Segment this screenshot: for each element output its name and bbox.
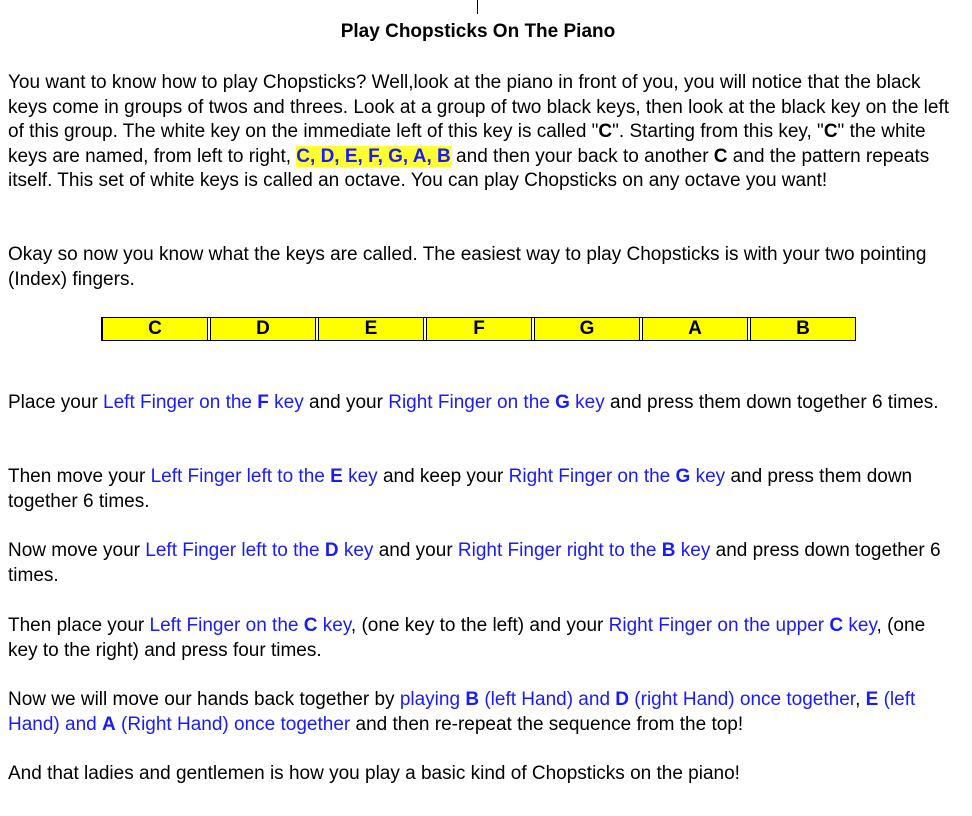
step-1: Place your Left Finger on the F key and your Right Finger on the G key and press them down together 6 times. — [8, 392, 939, 413]
step-5: Now we will move our hands back together by playing B (left Hand) and D (right Hand) once together, E (left Hand) and A (Right Hand) once together and then re-repeat the sequence from the top! — [8, 689, 916, 735]
key-d: D — [210, 318, 316, 340]
step-2: Then move your Left Finger left to the E key and keep your Right Finger on the G key and press them down together 6 times. — [8, 466, 913, 512]
key-e: E — [318, 318, 424, 340]
piano-key-row — [101, 317, 856, 341]
text-cursor — [477, 0, 478, 14]
key-a: A — [642, 318, 748, 340]
step-4: Then place your Left Finger on the C key, (one key to the left) and your Right Finger on the upper C key, (one key to the right) and press four times. — [8, 615, 926, 661]
closing-paragraph: And that ladies and gentlemen is how you play a basic kind of Chopsticks on the piano! — [8, 763, 740, 784]
key-f: F — [426, 318, 532, 340]
key-c: C — [102, 318, 208, 340]
intro-paragraph: You want to know how to play Chopsticks? Well,look at the piano in front of you, you will notice that the black keys come in groups of twos and threes. Look at a group of two black keys, then look at the black key on the left of this group. The white key on the immediate left of this key is called "C". Starting from this key, "C" the white keys are named, from left to right, C, D, E, F, G, A, B and then your back to another C and the pattern repeats itself. This set of white keys is called an octave. You can play Chopsticks on any octave you want! — [8, 72, 950, 191]
key-g: G — [534, 318, 640, 340]
step-3: Now move your Left Finger left to the D key and your Right Finger right to the B key and press down together 6 times. — [8, 540, 941, 586]
key-b: B — [750, 318, 856, 340]
page-title: Play Chopsticks On The Piano — [340, 21, 616, 42]
note-sequence-highlight: C, D, E, F, G, A, B — [296, 145, 451, 167]
fingers-paragraph: Okay so now you know what the keys are called. The easiest way to play Chopsticks is with your two pointing (Index) fingers. — [8, 244, 927, 290]
